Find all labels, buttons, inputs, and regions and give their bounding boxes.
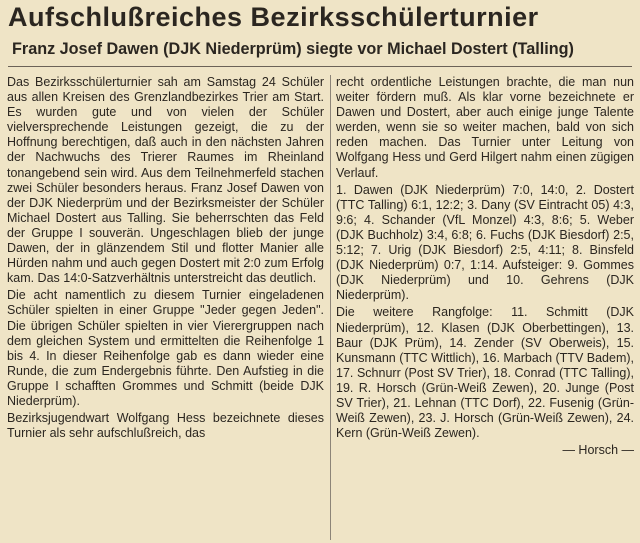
- left-column: [7, 75, 324, 443]
- subheadline: Franz Josef Dawen (DJK Niederprüm) siegte vor Michael Dostert (Talling): [12, 40, 574, 58]
- headline: Aufschlußreiches Bezirksschülerturnier: [8, 2, 539, 32]
- author-signature: — Horsch —: [562, 443, 634, 458]
- headline-rule: [8, 66, 632, 67]
- column-divider: [330, 75, 331, 540]
- right-column: [336, 75, 634, 460]
- results-list: 1. Dawen (DJK Niederprüm) 7:0, 14:0, 2. Dostert (TTC Talling) 6:1, 12:2; 3. Dany (SV Eintracht 05) 4:3, 9:6; 4. Schander (VfL Monzel) 4:3, 8:6; 5. Weber (DJK Buchholz) 3:4, 6:8; 6. Fuchs (DJK Biesdorf) 2:5, 5:12; 7. Urig (DJK Biesdorf) 2:5, 4:11; 8. Binsfeld (DJK Niederprüm) 0:7, 1:14. Aufsteiger: 9. Gommes (DJK Niederprüm) und 10. Gehrens (DJK Niederprüm).: [336, 182, 634, 303]
- ranking-list: Die weitere Rangfolge: 11. Schmitt (DJK Niederprüm), 12. Klasen (DJK Oberbettingen), 13. Baur (DJK Prüm), 14. Zender (SV Oberweis), 15. Kunsmann (TTC Wittlich), 16. Marbach (TTV Badem), 17. Schnurr (Post SV Trier), 18. Conrad (TTC Talling), 19. R. Horsch (Grün-Weiß Zewen), 20. Junge (Post SV Trier), 21. Lehnan (TTC Dorf), 22. Fusenig (Grün-Weiß Zewen), 23. J. Horsch (Grün-Weiß Zewen), 24. Kern (Grün-Weiß Zewen).: [336, 305, 634, 441]
- left-paragraph-2: Die acht namentlich zu diesem Turnier eingeladenen Schüler spielten in einer Gruppe "Jeder gegen Jeden". Die übrigen Schüler spielten in vier Vierergruppen nach dem gleichen System und ermittelten die Reihenfolge 1 bis 4. In dieser Reihenfolge gab es dann wieder eine Runde, die zum Endergebnis führte. Den Aufstieg in die Gruppe I schafften Grommes und Schmitt (beide DJK Niederprüm).: [7, 288, 324, 408]
- right-paragraph-1: recht ordentliche Leistungen brachte, die man nun weiter fördern muß. Als klar vorne bezeichnete er Dawen und Dostert, aber auch einige junge Talente werden, wenn sie so weiter machen, bald von sich reden machen. Das Turnier unter Leitung von Wolfgang Hess und Gerd Hilgert nahm einen zügigen Verlauf.: [336, 75, 634, 180]
- left-paragraph-3: Bezirksjugendwart Wolfgang Hess bezeichnete dieses Turnier als sehr aufschlußreich, das: [7, 411, 324, 441]
- left-paragraph-1: Das Bezirksschülerturnier sah am Samstag 24 Schüler aus allen Kreisen des Grenzlandbezirkes Trier am Start. Es wurden gute und von vielen der Schüler vielversprechende Leistungen gezeigt, die zu der Hoffnung berechtigen, daß auch in den nächsten Jahren der Nachwuchs des Trierer Raumes im Rheinland tonangebend sein wird. Aus dem Teilnehmerfeld stachen zwei Schüler besonders heraus. Franz Josef Dawen von der DJK Niederprüm und der Bezirksmeister der Schüler Michael Dostert aus Talling. Sie beherrschten das Feld der Gruppe I souverän. Ungeschlagen blieb der junge Dawen, der in glänzendem Stil und flotter Manier alle Hürden nahm und auch gegen Dostert mit 2:0 zum Erfolg kam. Das 14:0-Satzverhältnis unterstreicht das deutlich.: [7, 75, 324, 286]
